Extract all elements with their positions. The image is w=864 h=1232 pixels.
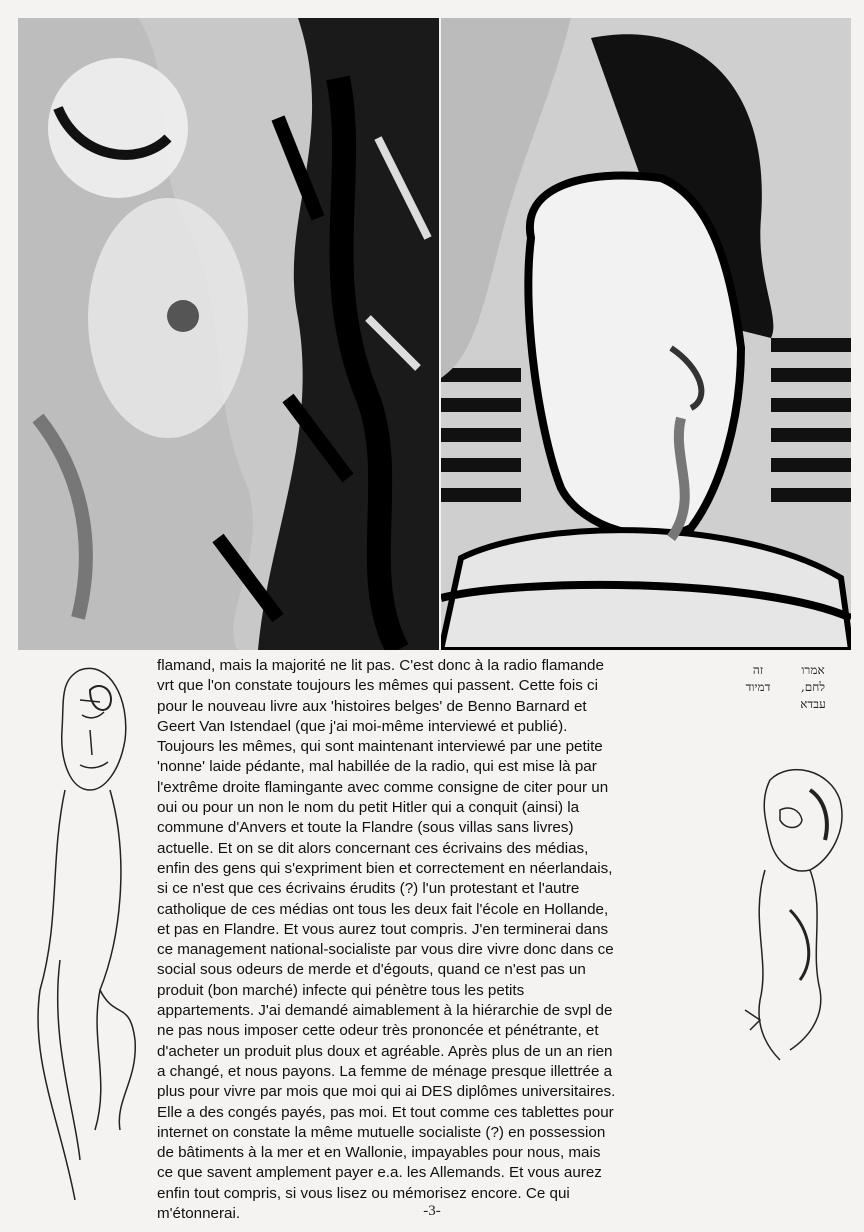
hebrew-note-left: זה דמיוד [745,663,771,694]
body-line: d'acheter un produit plus doux et agréable. Après plus de un an rien [157,1042,613,1060]
body-line: ce management national-socialiste par vous dire vivre donc dans ce [157,941,614,959]
abstract-figure-illustration [18,18,439,650]
body-line: pour le nouveau livre aux 'histoires belges' de Benno Barnard et [157,697,587,715]
body-line: plus pour vivre par mois que moi qui ai DES diplômes universitaires. [157,1083,616,1101]
body-line: Elle a des congés payés, pas moi. Et tout comme ces tablettes pour [157,1103,614,1121]
article-body [157,656,723,1224]
body-line: Toujours les mêmes, qui sont maintenant interviewé par une petite [157,738,603,756]
body-line: catholique de ces médias ont tous les deux fait l'école en Hollande, [157,900,609,918]
artwork-seated-nude [441,18,851,650]
body-line: a changé, et nous payons. La femme de ménage presque illettrée a [157,1062,613,1080]
body-line: commune d'Anvers et toute la Flandre (sous villas sans livres) [157,819,574,837]
body-line: internet on constate la même mutuelle socialiste (?) en possession [157,1123,606,1141]
page-number: -3- [423,1203,441,1219]
body-line: social sous odeurs de merde et d'égouts, quand ce n'est pas un [157,961,586,979]
body-line: si ce n'est que ces écrivains érudits (?) l'un protestant et l'autre [157,880,580,898]
seated-nude-illustration [441,18,851,650]
body-line: ne pas nous imposer cette odeur très prononcée et pénétrante, et [157,1022,599,1040]
body-line: enfin tout compris, si vous lisez ou mémorisez encore. Ce qui [157,1184,570,1202]
body-line: et pas en Flandre. Et vous aurez tout compris. J'en terminerai dans [157,920,609,938]
artwork-abstract-figure [18,18,439,650]
body-line: produit (bon marché) infecte qui pénètre tous les petits [157,981,525,999]
body-line: vrt que l'on constate toujours les mêmes qui passent. Cette fois ci [157,677,599,695]
body-line: actuelle. Et on se dit alors concernant ces écrivains des médias, [157,839,589,857]
body-line: de bâtiments à la mer et en Wallonie, impayables pour nous, mais [157,1144,601,1162]
body-line: 'nonne' laide pédante, mal habillée de la radio, qui est mise là par [157,758,597,776]
body-line: m'étonnerai. [157,1205,241,1223]
body-line: Geert Van Istendael (que j'ai moi-même interviewé et publié). [157,717,568,735]
body-line: l'extrême droite flamingante avec comme consigne de citer pour un [157,778,609,796]
face-sketch-left [20,660,150,1205]
hebrew-note-right: אמרו לחם, עבדא [800,663,826,711]
body-line: flamand, mais la majorité ne lit pas. C'est donc à la radio flamande [157,657,604,674]
body-line: ce que savent amplement payer e.a. les Allemands. Et vous aurez [157,1164,602,1182]
body-line: enfin des gens qui s'expriment bien et correctement en néerlandais, [157,859,613,877]
body-line: appartements. J'ai demandé aimablement à la hiérarchie de svpl de [157,1002,613,1020]
body-line: oui ou pour un non le nom du petit Hitler qui a conquit (ainsi) la [157,799,580,817]
face-sketch-right [730,760,850,1070]
